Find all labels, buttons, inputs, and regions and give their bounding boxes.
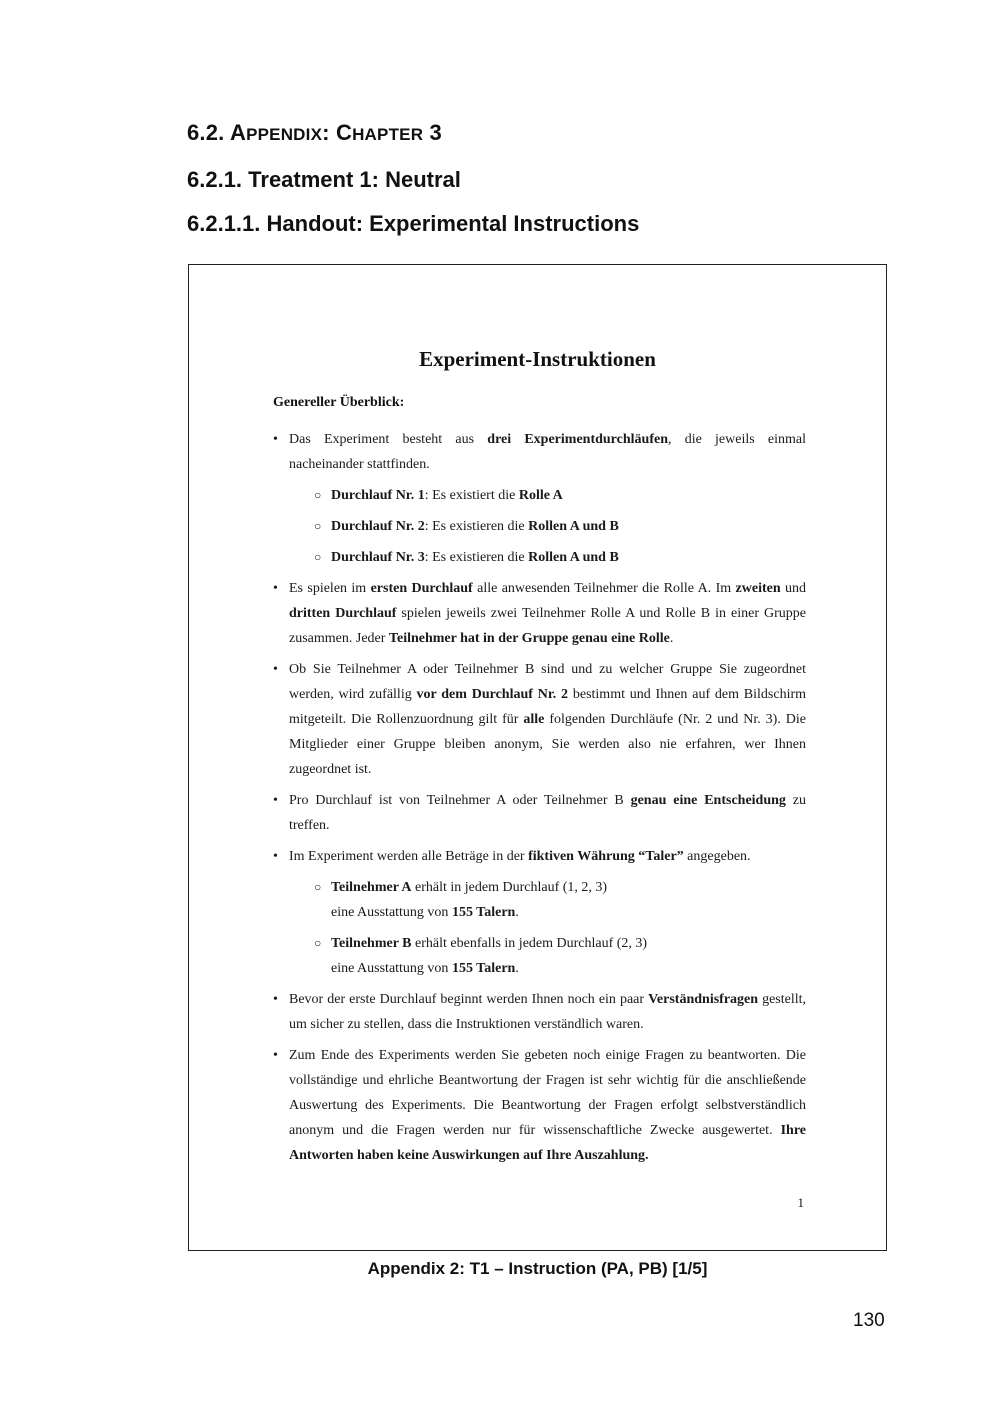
instruction-list bbox=[273, 427, 806, 1174]
list-item: • Das Experiment besteht aus drei Experimentdurchläufen, die jeweils einmal nacheinander stattfinden. bbox=[273, 427, 806, 477]
page-number: 130 bbox=[853, 1310, 885, 1331]
list-item: • Ob Sie Teilnehmer A oder Teilnehmer B sind und zu welcher Gruppe Sie zugeordnet werden, wird zufällig vor dem Durchlauf Nr. 2 bestimmt und Ihnen auf dem Bildschirm mitgeteilt. Die Rollenzuordnung gilt für alle folgenden Durchläufe (Nr. 2 und Nr. 3). Die Mitglieder einer Gruppe bleiben anonym, Sie werden also nie erfahren, wer Ihnen zugeordnet ist. bbox=[273, 657, 806, 782]
list-item: • Zum Ende des Experiments werden Sie gebeten noch einige Fragen zu beantworten. Die vollständige und ehrliche Beantwortung der Fragen ist sehr wichtig für die anschließende Auswertung des Experiments. Die Beantwortung der Fragen erfolgt selbstverständlich anonym und die Fragen werden nur für wissenschaftliche Zwecke ausgewertet. Ihre Antworten haben keine Auswirkungen auf Ihre Auszahlung. bbox=[273, 1043, 806, 1168]
figure-caption: Appendix 2: T1 – Instruction (PA, PB) [1/5] bbox=[367, 1259, 708, 1278]
bullet-icon: • bbox=[273, 581, 278, 596]
bullet-icon: • bbox=[273, 1048, 278, 1063]
list-item: • Pro Durchlauf ist von Teilnehmer A oder Teilnehmer B genau eine Entscheidung zu treffen. bbox=[273, 788, 806, 838]
bullet-icon: • bbox=[273, 849, 278, 864]
run-item: ○ Durchlauf Nr. 1: Es existiert die Rolle A bbox=[273, 483, 806, 508]
circle-bullet-icon: ○ bbox=[314, 936, 322, 950]
circle-bullet-icon: ○ bbox=[314, 488, 322, 502]
endowment-item: ○ Teilnehmer A erhält in jedem Durchlauf (1, 2, 3) eine Ausstattung von 155 Talern. bbox=[273, 875, 806, 925]
subsubsection-heading: 6.2.1.1. Handout: Experimental Instructions bbox=[187, 211, 640, 236]
circle-bullet-icon: ○ bbox=[314, 550, 322, 564]
list-item: • Es spielen im ersten Durchlauf alle anwesenden Teilnehmer die Rolle A. Im zweiten und dritten Durchlauf spielen jeweils zwei Teilnehmer Rolle A und Rolle B in einer Gruppe zusammen. Jeder Teilnehmer hat in der Gruppe genau eine Rolle. bbox=[273, 576, 806, 651]
handout-frame bbox=[188, 264, 887, 1251]
bullet-icon: • bbox=[273, 992, 278, 1007]
section-heading: 6.2. APPENDIX: CHAPTER 3 bbox=[187, 120, 442, 145]
circle-bullet-icon: ○ bbox=[314, 880, 322, 894]
list-item: • Im Experiment werden alle Beträge in der fiktiven Währung “Taler” angegeben. bbox=[273, 844, 806, 869]
bullet-icon: • bbox=[273, 432, 278, 447]
subsection-heading: 6.2.1. Treatment 1: Neutral bbox=[187, 167, 461, 192]
overview-heading: Genereller Überblick: bbox=[273, 395, 405, 410]
bullet-icon: • bbox=[273, 662, 278, 677]
handout-page-number: 1 bbox=[797, 1195, 804, 1210]
run-item: ○ Durchlauf Nr. 3: Es existieren die Rollen A und B bbox=[273, 545, 806, 570]
run-item: ○ Durchlauf Nr. 2: Es existieren die Rollen A und B bbox=[273, 514, 806, 539]
bullet-icon: • bbox=[273, 793, 278, 808]
endowment-item: ○ Teilnehmer B erhält ebenfalls in jedem Durchlauf (2, 3) eine Ausstattung von 155 Talern. bbox=[273, 931, 806, 981]
handout-title: Experiment-Instruktionen bbox=[419, 347, 656, 371]
circle-bullet-icon: ○ bbox=[314, 519, 322, 533]
list-item: • Bevor der erste Durchlauf beginnt werden Ihnen noch ein paar Verständnisfragen gestellt, um sicher zu stellen, dass die Instruktionen verständlich waren. bbox=[273, 987, 806, 1037]
